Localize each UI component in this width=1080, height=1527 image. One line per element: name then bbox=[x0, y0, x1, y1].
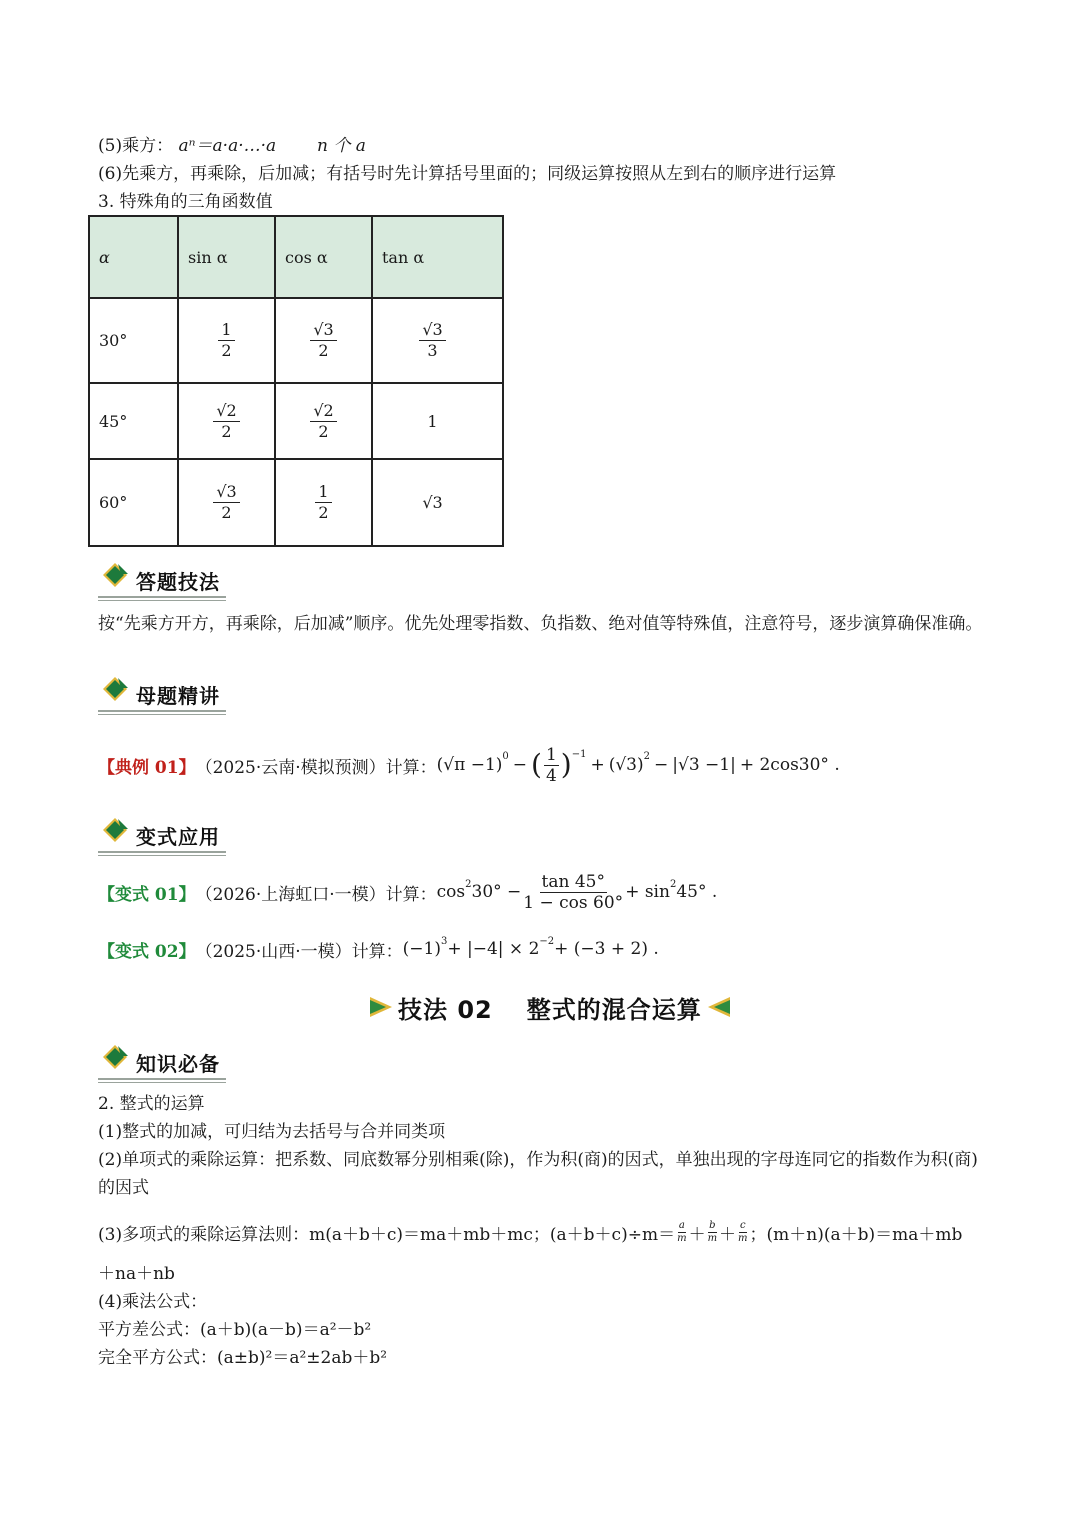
arrow-left-icon bbox=[708, 997, 730, 1017]
section-variant bbox=[96, 815, 231, 857]
section-knowledge bbox=[96, 1042, 231, 1084]
variant-tag: 【变式 02】 bbox=[98, 941, 196, 962]
sin-cell: $\frac{√3}{2}$ bbox=[178, 459, 275, 546]
table-row bbox=[89, 298, 503, 383]
knowledge-line-4: (3)多项式的乘除运算法则：m(a＋b＋c)＝ma＋mb＋mc；(a＋b＋c)÷m＝ $\frac{a}{m}$ ＋ $\frac{b}{m}$ ＋ $\frac{c}{m}$ ； (m＋n)(a＋b)＝ma＋mb bbox=[98, 1219, 963, 1245]
rule-5-label: (5)乘方： bbox=[98, 136, 174, 156]
diamond-icon bbox=[102, 676, 128, 702]
header-cos: cos α bbox=[275, 216, 372, 298]
knowledge-line-6: 平方差公式：(a＋b)(a－b)＝a²－b² bbox=[98, 1320, 372, 1340]
knowledge-line-3: (2)单项式的乘除运算：把系数、同底数幂分别相乘(除)，作为积(商)的因式，单独出现的字母连同它的指数作为积(商)的因式 bbox=[98, 1150, 978, 1198]
variant-source: （2026·上海虹口·一模）计算： bbox=[195, 884, 437, 905]
knowledge-line-7: 完全平方公式：(a±b)²＝a²±2ab＋b² bbox=[98, 1348, 388, 1368]
banner-title: 整式的混合运算 bbox=[526, 995, 702, 1024]
power-note: n 个 a bbox=[316, 136, 366, 156]
diamond-icon bbox=[102, 1044, 128, 1070]
tan-cell: $\frac{√3}{3}$ bbox=[372, 298, 503, 383]
table-header-row bbox=[89, 216, 503, 298]
power-formula: aⁿ＝a·a·…·a bbox=[178, 136, 277, 156]
angle-cell: 60° bbox=[89, 459, 178, 546]
header-alpha: α bbox=[89, 216, 178, 298]
rule-line-6: (6)先乘方，再乘除，后加减；有括号时先计算括号里面的；同级运算按照从左到右的顺序进行运算 bbox=[98, 164, 837, 184]
cos-cell: $\frac{√2}{2}$ bbox=[275, 383, 372, 459]
knowledge-line-2: (1)整式的加减，可归结为去括号与合并同类项 bbox=[98, 1122, 446, 1142]
tan-cell: √3 bbox=[372, 459, 503, 546]
section-title: 知识必备 bbox=[136, 1052, 220, 1076]
arrow-right-icon bbox=[370, 997, 392, 1017]
cos-cell: $\frac{√3}{2}$ bbox=[275, 298, 372, 383]
knowledge-line-4-cont: ＋na＋nb bbox=[98, 1264, 175, 1284]
technique-text: 按“先乘方开方，再乘除，后加减”顺序。优先处理零指数、负指数、绝对值等特殊值，注意符号，逐步演算确保准确。 bbox=[98, 614, 983, 634]
diamond-icon bbox=[102, 562, 128, 588]
header-sin: sin α bbox=[178, 216, 275, 298]
example-01: 【典例 01】 （2025·云南·模拟预测）计算： (√π −1) $^0$ − ( $\frac{1}{4}$ ) $^{-1}$ + (√3) $^2$ − |√3 −1| + 2cos30° . bbox=[98, 744, 840, 786]
table-row bbox=[89, 383, 503, 459]
technique-banner bbox=[370, 990, 730, 1024]
banner-number: 技法 02 bbox=[398, 995, 493, 1024]
tan-cell: 1 bbox=[372, 383, 503, 459]
knowledge-line-5: (4)乘法公式： bbox=[98, 1292, 208, 1312]
rule-line-5 bbox=[98, 134, 366, 158]
variant-source: （2025·山西·一模）计算： bbox=[195, 941, 403, 962]
example-source: （2025·云南·模拟预测）计算： bbox=[195, 757, 437, 778]
example-tag: 【典例 01】 bbox=[98, 757, 196, 778]
variant-01: 【变式 01】 （2026·上海虹口·一模）计算： cos $^2$ 30° − $\frac{\tan 45^\circ}{1 - \cos 60^\circ}$ + sin $^2$ 45° . bbox=[98, 871, 718, 913]
angle-cell: 45° bbox=[89, 383, 178, 459]
expr-part: (√π −1) bbox=[436, 755, 503, 775]
angle-cell: 30° bbox=[89, 298, 178, 383]
knowledge-line-1: 2. 整式的运算 bbox=[98, 1094, 205, 1114]
section-title: 变式应用 bbox=[136, 825, 220, 849]
table-row bbox=[89, 459, 503, 546]
diamond-icon bbox=[102, 817, 128, 843]
trig-heading: 3. 特殊角的三角函数值 bbox=[98, 192, 273, 212]
section-master bbox=[96, 674, 231, 716]
variant-02: 【变式 02】 （2025·山西·一模）计算： (−1) $^3$ + |−4| × 2 $^{-2}$ + (−3 + 2) . bbox=[98, 936, 659, 962]
section-technique bbox=[96, 560, 231, 602]
cos-cell: $\frac{1}{2}$ bbox=[275, 459, 372, 546]
sin-cell: $\frac{1}{2}$ bbox=[178, 298, 275, 383]
header-tan: tan α bbox=[372, 216, 503, 298]
trig-value-table bbox=[88, 215, 504, 547]
sin-cell: $\frac{√2}{2}$ bbox=[178, 383, 275, 459]
section-title: 母题精讲 bbox=[136, 684, 220, 708]
section-title: 答题技法 bbox=[136, 570, 220, 594]
variant-tag: 【变式 01】 bbox=[98, 884, 196, 905]
